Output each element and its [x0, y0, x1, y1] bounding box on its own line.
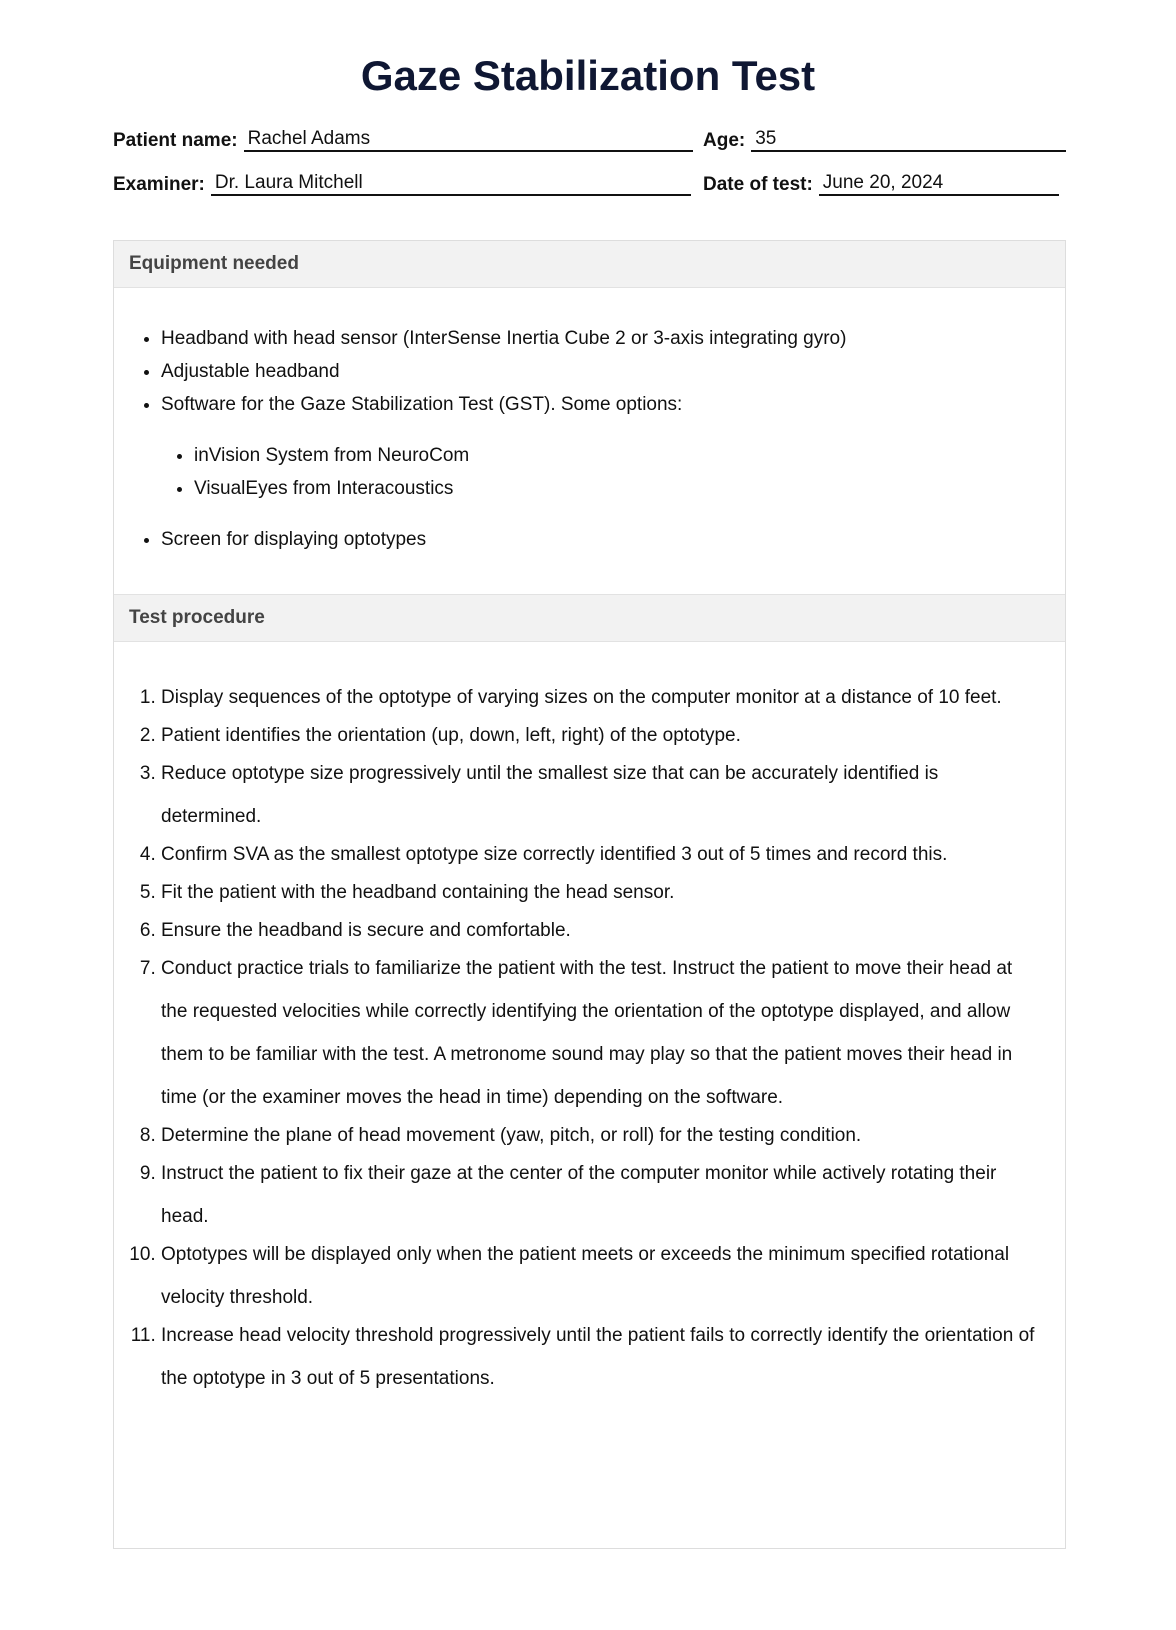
- age-label: Age:: [703, 130, 746, 151]
- equipment-item: [161, 388, 1065, 505]
- equipment-item: • Adjustable headband: [161, 355, 1065, 388]
- page-title: Gaze Stabilization Test: [360, 52, 816, 99]
- procedure-step: 11. Increase head velocity threshold progressively until the patient fails to correctly identify the orientation of the optotype in 3 out of 5 presentations.: [161, 1314, 1037, 1400]
- procedure-step: 6. Ensure the headband is secure and comfortable.: [161, 909, 1037, 952]
- examiner-label: Examiner:: [113, 174, 205, 195]
- examiner-field: [113, 172, 691, 196]
- age-field: [703, 128, 1066, 152]
- procedure-step: 9. Instruct the patient to fix their gaze at the center of the computer monitor while actively rotating their head.: [161, 1152, 1037, 1238]
- equipment-item-text: Software for the Gaze Stabilization Test (GST). Some options:: [161, 394, 683, 415]
- equipment-item: • Screen for displaying optotypes: [161, 523, 1065, 556]
- patient-name-field: [113, 128, 693, 152]
- age-value: 35: [751, 128, 1066, 152]
- software-option: • VisualEyes from Interacoustics: [194, 472, 1065, 505]
- procedure-heading: Test procedure: [114, 594, 1065, 642]
- equipment-section: [113, 240, 1066, 596]
- date-value: June 20, 2024: [819, 172, 1059, 196]
- patient-name-value: Rachel Adams: [244, 128, 693, 152]
- procedure-section: [113, 594, 1066, 1549]
- procedure-step: 7. Conduct practice trials to familiarize the patient with the test. Instruct the patient to move their head at the requested velocities while correctly identifying the orientation of the optotype displayed, and allow them to be familiar with the test. A metronome sound may play so that the patient moves their head in time (or the examiner moves the head in time) depending on the software.: [161, 947, 1037, 1119]
- examiner-value: Dr. Laura Mitchell: [211, 172, 691, 196]
- procedure-step: 8. Determine the plane of head movement (yaw, pitch, or roll) for the testing condition.: [161, 1114, 1037, 1157]
- procedure-step: 5. Fit the patient with the headband containing the head sensor.: [161, 871, 1037, 914]
- date-field: [703, 172, 1059, 196]
- equipment-item: • Headband with head sensor (InterSense Inertia Cube 2 or 3-axis integrating gyro): [161, 322, 1065, 355]
- date-label: Date of test:: [703, 174, 813, 195]
- software-option: • inVision System from NeuroCom: [194, 439, 1065, 472]
- procedure-step: 2. Patient identifies the orientation (up, down, left, right) of the optotype.: [161, 714, 1037, 757]
- patient-name-label: Patient name:: [113, 130, 238, 151]
- procedure-step: 10. Optotypes will be displayed only when the patient meets or exceeds the minimum specified rotational velocity threshold.: [161, 1233, 1037, 1319]
- procedure-step: 4. Confirm SVA as the smallest optotype size correctly identified 3 out of 5 times and record this.: [161, 833, 1037, 876]
- procedure-step: 3. Reduce optotype size progressively until the smallest size that can be accurately identified is determined.: [161, 752, 1037, 838]
- procedure-step: 1. Display sequences of the optotype of varying sizes on the computer monitor at a distance of 10 feet.: [161, 676, 1037, 719]
- equipment-heading: Equipment needed: [114, 241, 1065, 288]
